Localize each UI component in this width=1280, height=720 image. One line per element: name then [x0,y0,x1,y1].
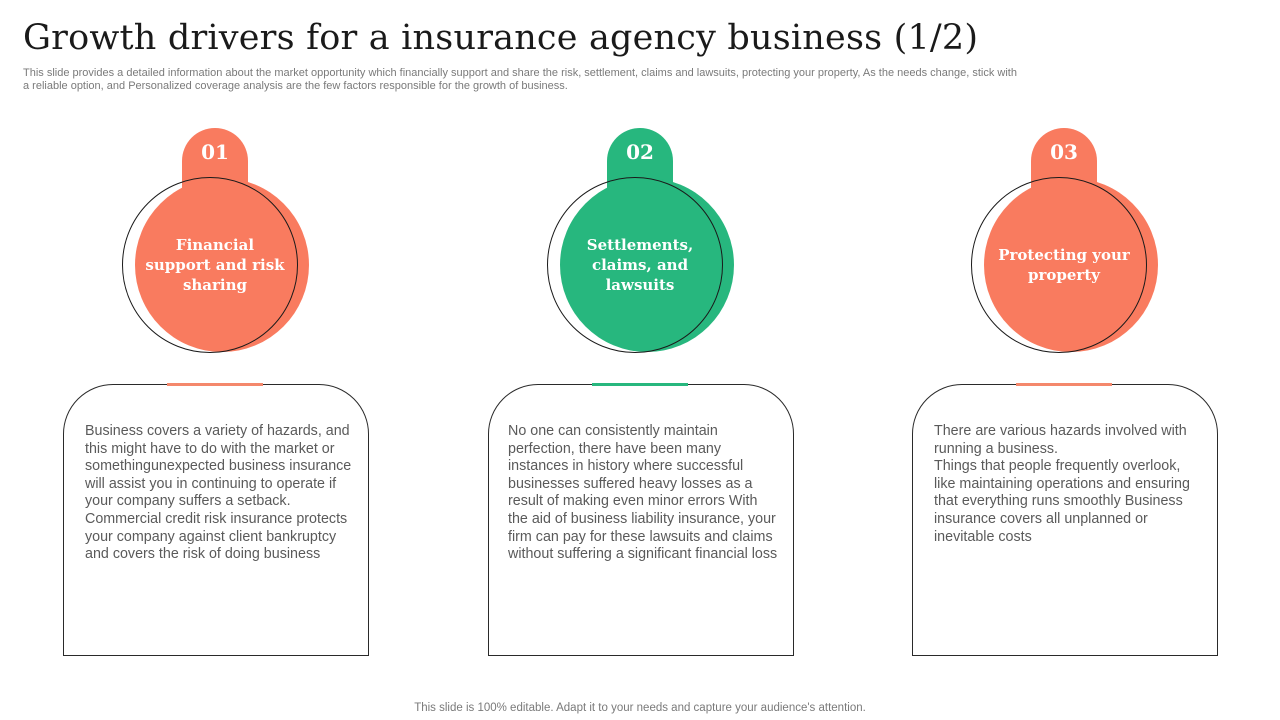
card-description: There are various hazards involved with running a business. Things that people frequently overlook, like maintaining operations and ensuring that everything runs smoothly Business insurance covers all unplanned or inevitable costs [934,423,1190,545]
page-title: Growth drivers for a insurance agency business (1/2) [23,18,979,58]
card-heading: Protecting your property [998,246,1130,284]
card-heading: Financial support and risk sharing [145,236,285,294]
growth-driver-card-3 [912,128,1218,656]
card-description: No one can consistently maintain perfection, there have been many instances in history where successful businesses suffered heavy losses as a result of making even minor errors With the aid of business liability insurance, your firm can pay for these lawsuits and claims without suffering a significant financial loss [508,423,778,563]
card-description: Business covers a variety of hazards, and this might have to do with the market or somethingunexpected business insurance will assist you in continuing to operate if your company suffers a setback. Commercial credit risk insurance protects your company against client bankruptcy and covers the risk of doing business [85,423,352,563]
card-accent-line [592,383,688,386]
card-number-tab: 03 [1031,128,1097,198]
growth-driver-card-2 [488,128,794,656]
card-number-tab: 01 [182,128,248,198]
card-number-tab: 02 [607,128,673,198]
growth-driver-card-1 [63,128,369,656]
card-heading: Settlements, claims, and lawsuits [586,236,694,294]
page-subtitle: This slide provides a detailed information about the market opportunity which financially support and share the risk, settlement, claims and lawsuits, protecting your property, As the needs change, stick with a reliable option, and Personalized coverage analysis are the few factors responsible for the growth of business. [23,67,1017,92]
card-accent-line [1016,383,1112,386]
card-accent-line [167,383,263,386]
footer-note: This slide is 100% editable. Adapt it to your needs and capture your audience's attention. [414,702,866,714]
